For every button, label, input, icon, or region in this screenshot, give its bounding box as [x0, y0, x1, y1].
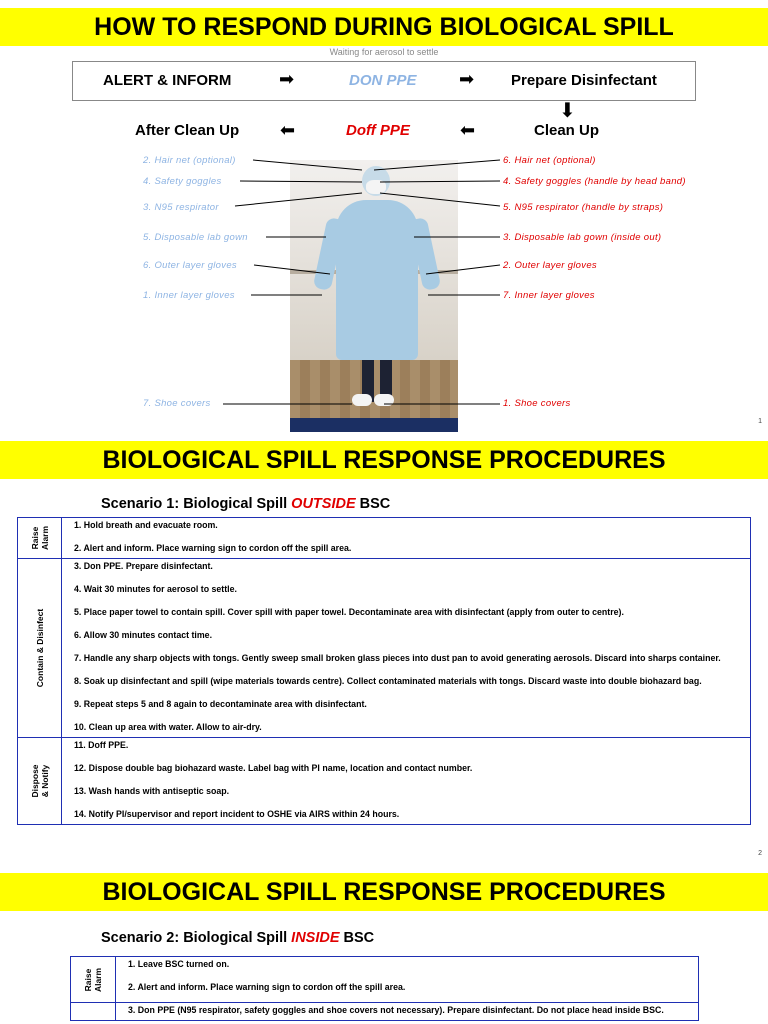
- flow-doff-ppe: Doff PPE: [346, 122, 410, 139]
- step-item: 14. Notify PI/supervisor and report incident to OSHE via AIRS within 24 hours.: [74, 809, 400, 819]
- steps-cell: [62, 559, 751, 738]
- doff-label-shoe-covers: 1. Shoe covers: [503, 398, 571, 409]
- doff-label-respirator: 5. N95 respirator (handle by straps): [503, 202, 664, 213]
- step-item: 9. Repeat steps 5 and 8 again to decontaminate area with disinfectant.: [74, 699, 367, 709]
- steps-cell: [62, 518, 751, 559]
- procedure-table-1: [17, 517, 751, 825]
- group-label-cell: [18, 518, 62, 559]
- step-item: 4. Wait 30 minutes for aerosol to settle.: [74, 584, 237, 594]
- table-row: [71, 1003, 699, 1021]
- step-item: 10. Clean up area with water. Allow to air-dry.: [74, 722, 262, 732]
- step-item: 8. Soak up disinfectant and spill (wipe materials towards centre). Collect contaminated materials with tongs. Discard waste into double biohazard bag.: [74, 676, 702, 686]
- step-item: 6. Allow 30 minutes contact time.: [74, 630, 213, 640]
- step-item: 5. Place paper towel to contain spill. Cover spill with paper towel. Decontaminate area with disinfectant (apply from outer to centre).: [74, 607, 624, 617]
- step-item: 2. Alert and inform. Place warning sign to cordon off the spill area.: [74, 543, 352, 553]
- flow-clean-up: Clean Up: [534, 122, 600, 139]
- step-item: 12. Dispose double bag biohazard waste. Label bag with PI name, location and contact number.: [74, 763, 473, 773]
- aerosol-note: Waiting for aerosol to settle: [329, 47, 439, 57]
- step-item: 7. Handle any sharp objects with tongs. Gently sweep small broken glass pieces into dust pan to avoid generating aerosols. Discard into sharps container.: [74, 653, 721, 663]
- flow-after-clean-up: After Clean Up: [135, 122, 240, 139]
- step-item: 2. Alert and inform. Place warning sign to cordon off the spill area.: [128, 982, 406, 992]
- step-item: 3. Don PPE. Prepare disinfectant.: [74, 561, 213, 571]
- scenario-2-heading: Scenario 2: Biological Spill INSIDE BSC: [101, 930, 375, 946]
- steps-cell: [62, 738, 751, 825]
- group-label-cell: [71, 1003, 116, 1021]
- pointer-lines: [0, 0, 768, 440]
- don-label-respirator: 3. N95 respirator: [143, 202, 219, 213]
- flow-alert-inform: ALERT & INFORM: [103, 72, 232, 89]
- group-label-cell: [71, 957, 116, 1003]
- flow-prepare-disinfectant: Prepare Disinfectant: [511, 72, 657, 89]
- don-label-gown: 5. Disposable lab gown: [143, 232, 248, 243]
- doff-label-goggles: 4. Safety goggles (handle by head band): [503, 176, 686, 187]
- don-label-inner-gloves: 1. Inner layer gloves: [143, 290, 235, 301]
- group-label: Contain & Disinfect: [34, 608, 45, 688]
- group-label-cell: [18, 559, 62, 738]
- flow-don-ppe: DON PPE: [349, 72, 417, 89]
- doff-label-gown: 3. Disposable lab gown (inside out): [503, 232, 662, 243]
- doff-label-outer-gloves: 2. Outer layer gloves: [503, 260, 597, 271]
- step-item: 13. Wash hands with antiseptic soap.: [74, 786, 230, 796]
- group-label: Raise Alarm: [83, 967, 103, 992]
- table-row: [18, 738, 751, 825]
- step-item: 11. Doff PPE.: [74, 740, 129, 750]
- don-label-outer-gloves: 6. Outer layer gloves: [143, 260, 237, 271]
- don-label-goggles: 4. Safety goggles: [143, 176, 222, 187]
- table-row: [18, 518, 751, 559]
- scenario-highlight: OUTSIDE: [291, 496, 356, 512]
- page-number: 1: [758, 418, 762, 425]
- arrow-right-icon: ➡: [279, 69, 295, 89]
- group-label: Raise Alarm: [29, 525, 50, 551]
- step-item: 1. Hold breath and evacuate room.: [74, 520, 218, 530]
- step-item: 3. Don PPE (N95 respirator, safety goggles and shoe covers not necessary). Prepare disinfectant. Do not place head inside BSC.: [128, 1005, 664, 1015]
- steps-cell: [116, 957, 699, 1003]
- don-label-shoe-covers: 7. Shoe covers: [143, 398, 211, 409]
- arrow-right-icon: ➡: [459, 69, 475, 89]
- arrow-left-icon: ⬅: [280, 120, 296, 140]
- table-row: [71, 957, 699, 1003]
- table-row: [18, 559, 751, 738]
- scenario-highlight: INSIDE: [291, 930, 340, 946]
- arrow-down-icon: ⬇: [559, 100, 576, 122]
- scenario-1-heading: Scenario 1: Biological Spill OUTSIDE BSC: [101, 496, 391, 512]
- slide2-title: BIOLOGICAL SPILL RESPONSE PROCEDURES: [0, 441, 768, 479]
- group-label: Dispose & Notify: [29, 764, 50, 798]
- doff-label-hair-net: 6. Hair net (optional): [503, 155, 596, 166]
- step-item: 1. Leave BSC turned on.: [128, 959, 230, 969]
- don-label-hair-net: 2. Hair net (optional): [143, 155, 236, 166]
- page-number: 2: [758, 850, 762, 857]
- procedure-table-2: [70, 956, 699, 1021]
- arrow-left-icon: ⬅: [460, 120, 476, 140]
- doff-label-inner-gloves: 7. Inner layer gloves: [503, 290, 595, 301]
- steps-cell: [116, 1003, 699, 1021]
- slide1-title: HOW TO RESPOND DURING BIOLOGICAL SPILL: [0, 8, 768, 46]
- group-label-cell: [18, 738, 62, 825]
- slide3-title: BIOLOGICAL SPILL RESPONSE PROCEDURES: [0, 873, 768, 911]
